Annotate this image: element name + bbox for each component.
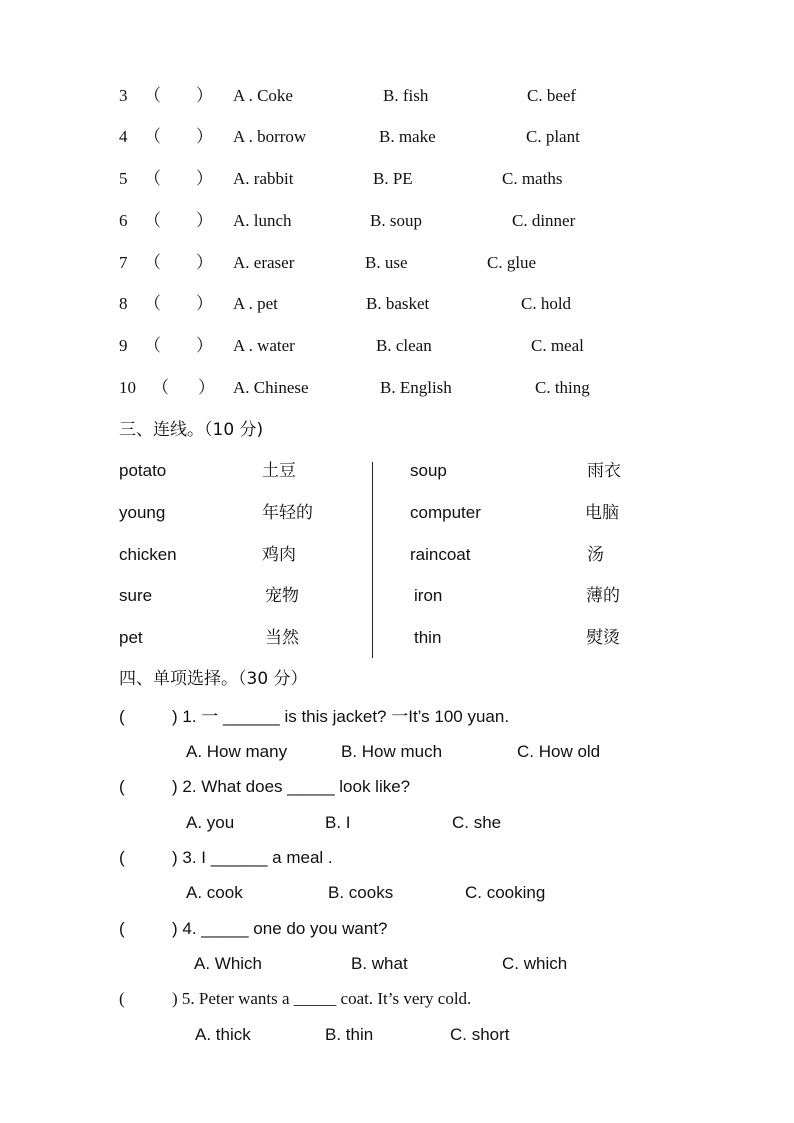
option-b: B. PE bbox=[373, 169, 413, 188]
answer-paren-close: ） bbox=[196, 127, 213, 146]
match-word-zh: 雨衣 bbox=[587, 461, 621, 481]
vocab-number: 4 bbox=[119, 127, 128, 146]
answer-paren-open: ( bbox=[119, 989, 125, 1008]
vocab-number: 5 bbox=[119, 169, 128, 188]
option-a: A. thick bbox=[195, 1025, 251, 1044]
answer-paren-open: （ bbox=[144, 211, 161, 230]
option-c: C. cooking bbox=[465, 883, 546, 902]
option-a: A. Which bbox=[194, 954, 263, 973]
option-b: B. cooks bbox=[328, 883, 394, 902]
answer-paren-close: ） bbox=[196, 211, 213, 230]
answer-paren-open: （ bbox=[144, 169, 161, 188]
match-word-en: sure bbox=[119, 586, 153, 605]
option-c: C. thing bbox=[535, 378, 590, 397]
match-word-en: pet bbox=[119, 628, 143, 647]
answer-paren-open: ( bbox=[119, 848, 125, 867]
match-word-zh: 薄的 bbox=[586, 586, 620, 606]
question-text: ) 4. _____ one do you want? bbox=[172, 919, 388, 938]
option-c: C. dinner bbox=[512, 211, 576, 230]
match-word-zh: 当然 bbox=[265, 628, 299, 648]
match-word-zh: 宠物 bbox=[265, 586, 299, 606]
match-word-en: thin bbox=[414, 628, 442, 647]
answer-paren-close: ） bbox=[196, 169, 213, 188]
option-c: C. plant bbox=[526, 127, 580, 146]
option-b: B. make bbox=[379, 127, 436, 146]
match-word-en: iron bbox=[414, 586, 443, 605]
answer-paren-open: （ bbox=[144, 127, 161, 146]
option-b: B. fish bbox=[383, 86, 429, 105]
match-word-zh: 鸡肉 bbox=[262, 545, 296, 565]
option-a: A. How many bbox=[186, 742, 288, 761]
option-b: B. use bbox=[365, 253, 408, 272]
option-c: C. How old bbox=[517, 742, 601, 761]
match-word-en: chicken bbox=[119, 545, 177, 564]
vocab-number: 9 bbox=[119, 336, 128, 355]
option-b: B. I bbox=[325, 813, 351, 832]
option-b: B. soup bbox=[370, 211, 422, 230]
option-a: A . water bbox=[233, 336, 295, 355]
vocab-number: 6 bbox=[119, 211, 128, 230]
option-c: C. she bbox=[452, 813, 502, 832]
option-c: C. short bbox=[450, 1025, 510, 1044]
vocab-number: 3 bbox=[119, 86, 128, 105]
option-b: B. thin bbox=[325, 1025, 374, 1044]
vocab-number: 7 bbox=[119, 253, 128, 272]
option-a: A. rabbit bbox=[233, 169, 294, 188]
question-text: ) 3. I ______ a meal . bbox=[172, 848, 333, 867]
option-b: B. English bbox=[380, 378, 452, 397]
match-word-zh: 汤 bbox=[587, 545, 604, 565]
answer-paren-close: ） bbox=[196, 294, 213, 313]
question-text: ) 1. 一 ______ is this jacket? 一It’s 100 yuan. bbox=[172, 707, 510, 726]
answer-paren-open: （ bbox=[144, 336, 161, 355]
option-c: C. meal bbox=[531, 336, 584, 355]
option-a: A. cook bbox=[186, 883, 243, 902]
match-word-en: raincoat bbox=[410, 545, 471, 564]
option-c: C. maths bbox=[502, 169, 563, 188]
option-c: C. hold bbox=[521, 294, 572, 313]
answer-paren-open: ( bbox=[119, 777, 125, 796]
answer-paren-close: ） bbox=[196, 336, 213, 355]
question-text: ) 5. Peter wants a _____ coat. It’s very cold. bbox=[172, 989, 472, 1008]
option-a: A. you bbox=[186, 813, 235, 832]
column-divider bbox=[372, 462, 373, 658]
answer-paren-open: ( bbox=[119, 707, 125, 726]
answer-paren-open: （ bbox=[144, 253, 161, 272]
vocab-number: 10 bbox=[119, 378, 136, 397]
match-word-zh: 熨烫 bbox=[586, 628, 620, 648]
match-word-zh: 年轻的 bbox=[262, 503, 313, 523]
answer-paren-open: （ bbox=[144, 294, 161, 313]
match-word-zh: 电脑 bbox=[585, 503, 619, 523]
answer-paren-open: （ bbox=[152, 378, 169, 397]
option-c: C. beef bbox=[527, 86, 577, 105]
answer-paren-open: ( bbox=[119, 919, 125, 938]
option-b: B. basket bbox=[366, 294, 430, 313]
match-word-en: soup bbox=[410, 461, 447, 480]
answer-paren-close: ） bbox=[198, 378, 215, 397]
option-a: A . Coke bbox=[233, 86, 293, 105]
option-a: A. Chinese bbox=[233, 378, 309, 397]
section-title-matching: 三、连线。（10 分) bbox=[119, 420, 264, 440]
option-b: B. clean bbox=[376, 336, 432, 355]
option-b: B. what bbox=[351, 954, 408, 973]
answer-paren-open: （ bbox=[144, 86, 161, 105]
option-b: B. How much bbox=[341, 742, 443, 761]
match-word-en: computer bbox=[410, 503, 481, 522]
answer-paren-close: ） bbox=[196, 253, 213, 272]
match-word-en: young bbox=[119, 503, 166, 522]
match-word-en: potato bbox=[119, 461, 167, 480]
option-c: C. glue bbox=[487, 253, 537, 272]
option-c: C. which bbox=[502, 954, 568, 973]
option-a: A . borrow bbox=[233, 127, 307, 146]
answer-paren-close: ） bbox=[196, 86, 213, 105]
option-a: A. lunch bbox=[233, 211, 292, 230]
vocab-number: 8 bbox=[119, 294, 128, 313]
option-a: A . pet bbox=[233, 294, 278, 313]
section-title-choice: 四、单项选择。（30 分） bbox=[119, 669, 308, 689]
option-a: A. eraser bbox=[233, 253, 295, 272]
question-text: ) 2. What does _____ look like? bbox=[172, 777, 411, 796]
match-word-zh: 土豆 bbox=[262, 461, 296, 481]
